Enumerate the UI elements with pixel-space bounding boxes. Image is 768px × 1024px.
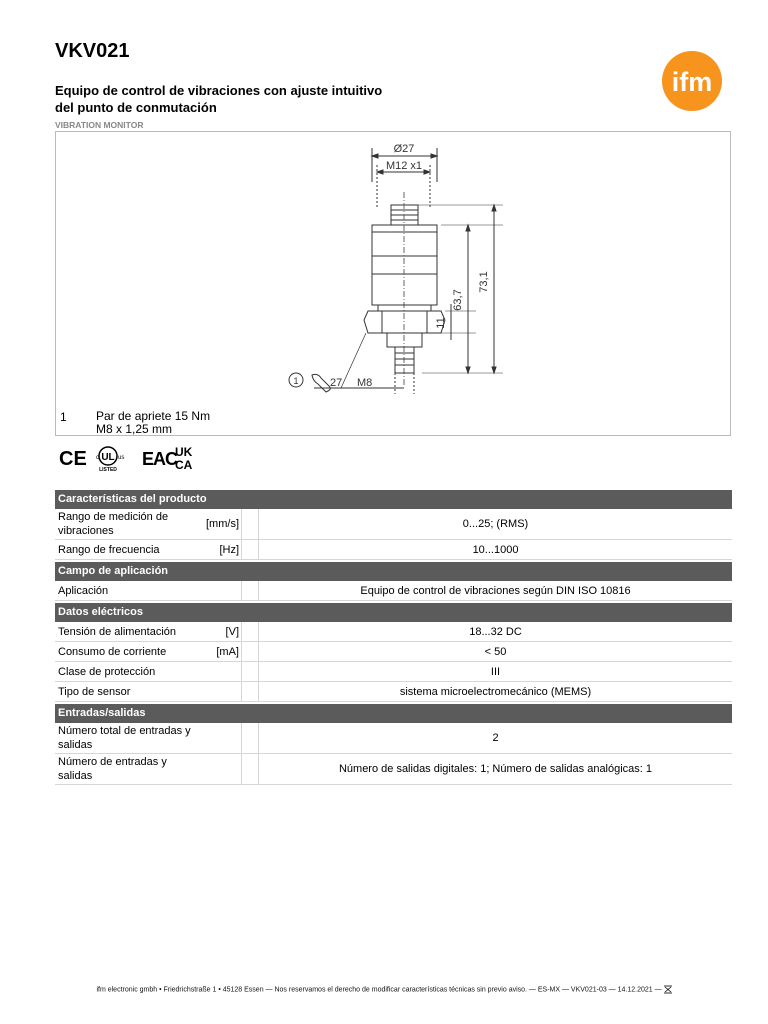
dim-height-2-label: 73,1 [478,271,490,293]
ukca-bottom: CA [175,458,193,472]
ukca-top: UK [175,445,193,459]
page-end-icon [664,985,672,994]
spec-unit: [mm/s] [207,509,242,539]
eac-mark: EAC [142,449,178,469]
page-footer [0,985,768,994]
dim-hex-label: 11 [435,317,447,329]
section-header-electrical: Datos eléctricos [55,603,732,622]
spec-row [55,540,732,560]
spec-value: 10...1000 [258,540,732,559]
spec-value: < 50 [258,642,732,661]
spec-row [55,622,732,642]
spec-unit [207,581,242,600]
spec-value: sistema microelectromecánico (MEMS) [258,682,732,701]
spec-row [55,682,732,702]
footer-text: ifm electronic gmbh • Friedrichstraße 1 • 45128 Essen — Nos reservamos el derecho de modificar características técnicas sin previo aviso. — ES-MX — VKV021-03 — 14.12.2021 — [96,986,662,994]
spec-row [55,754,732,785]
note-text [96,410,210,436]
spec-unit [207,754,242,784]
thread-bottom-label: M8 [357,377,373,389]
spec-unit: [Hz] [207,540,242,559]
section-header-product: Características del producto [55,490,732,509]
spec-unit [207,682,242,701]
wrench-marker: 1 [293,376,299,386]
spec-row [55,662,732,682]
logo-text: ifm [671,67,713,97]
section-header-application: Campo de aplicación [55,562,732,581]
spec-row [55,723,732,754]
spec-unit: [V] [207,622,242,641]
spec-label: Rango de medición de vibraciones [58,511,169,537]
spec-value: Número de salidas digitales: 1; Número de salidas analógicas: 1 [258,754,732,784]
ul-listed: LISTED [99,467,117,473]
product-code: VKV021 [55,40,130,62]
subtitle-line-1: Equipo de control de vibraciones con ajuste intuitivo [55,83,383,98]
wrench-size-label: 27 [330,377,343,389]
spec-unit [207,723,242,753]
ifm-logo [654,50,730,112]
spec-row [55,642,732,662]
note-number: 1 [60,410,67,424]
spec-table [55,488,732,785]
sensor-drawing [56,132,732,407]
spec-unit: [mA] [207,642,242,661]
spec-label: Consumo de corriente [58,645,167,658]
subtitle-line-2: del punto de conmutación [55,100,217,115]
spec-label: Tipo de sensor [58,685,131,698]
note-line-1: Par de apriete 15 Nm [96,409,211,423]
spec-value: Equipo de control de vibraciones según DIN ISO 10816 [258,581,732,600]
spec-value: 18...32 DC [258,622,732,641]
svg-text:UL: UL [101,452,115,463]
spec-value: 0...25; (RMS) [258,509,732,539]
spec-value: 2 [258,723,732,753]
spec-label: Tensión de alimentación [58,625,177,638]
ul-c: c [96,455,99,461]
spec-label: Número total de entradas y salidas [58,725,191,751]
product-category: VIBRATION MONITOR [55,120,144,130]
spec-row [55,581,732,601]
spec-label: Clase de protección [58,665,156,678]
dim-height-1-label: 63,7 [452,289,464,311]
spec-label: Rango de frecuencia [58,543,160,556]
spec-unit [207,662,242,681]
product-subtitle [55,82,415,116]
spec-label: Número de entradas y salidas [58,756,167,782]
ul-mark [96,447,124,473]
ce-mark: CE [59,448,87,470]
note-line-2: M8 x 1,25 mm [96,422,173,436]
spec-row [55,509,732,540]
dimension-drawing [55,131,731,436]
spec-value: III [258,662,732,681]
certification-marks [55,443,215,473]
ul-us: us [118,455,125,461]
spec-label: Aplicación [58,584,109,597]
dim-diameter-label: Ø27 [393,143,415,155]
section-header-io: Entradas/salidas [55,704,732,723]
dim-thread-label: M12 x1 [385,160,423,172]
